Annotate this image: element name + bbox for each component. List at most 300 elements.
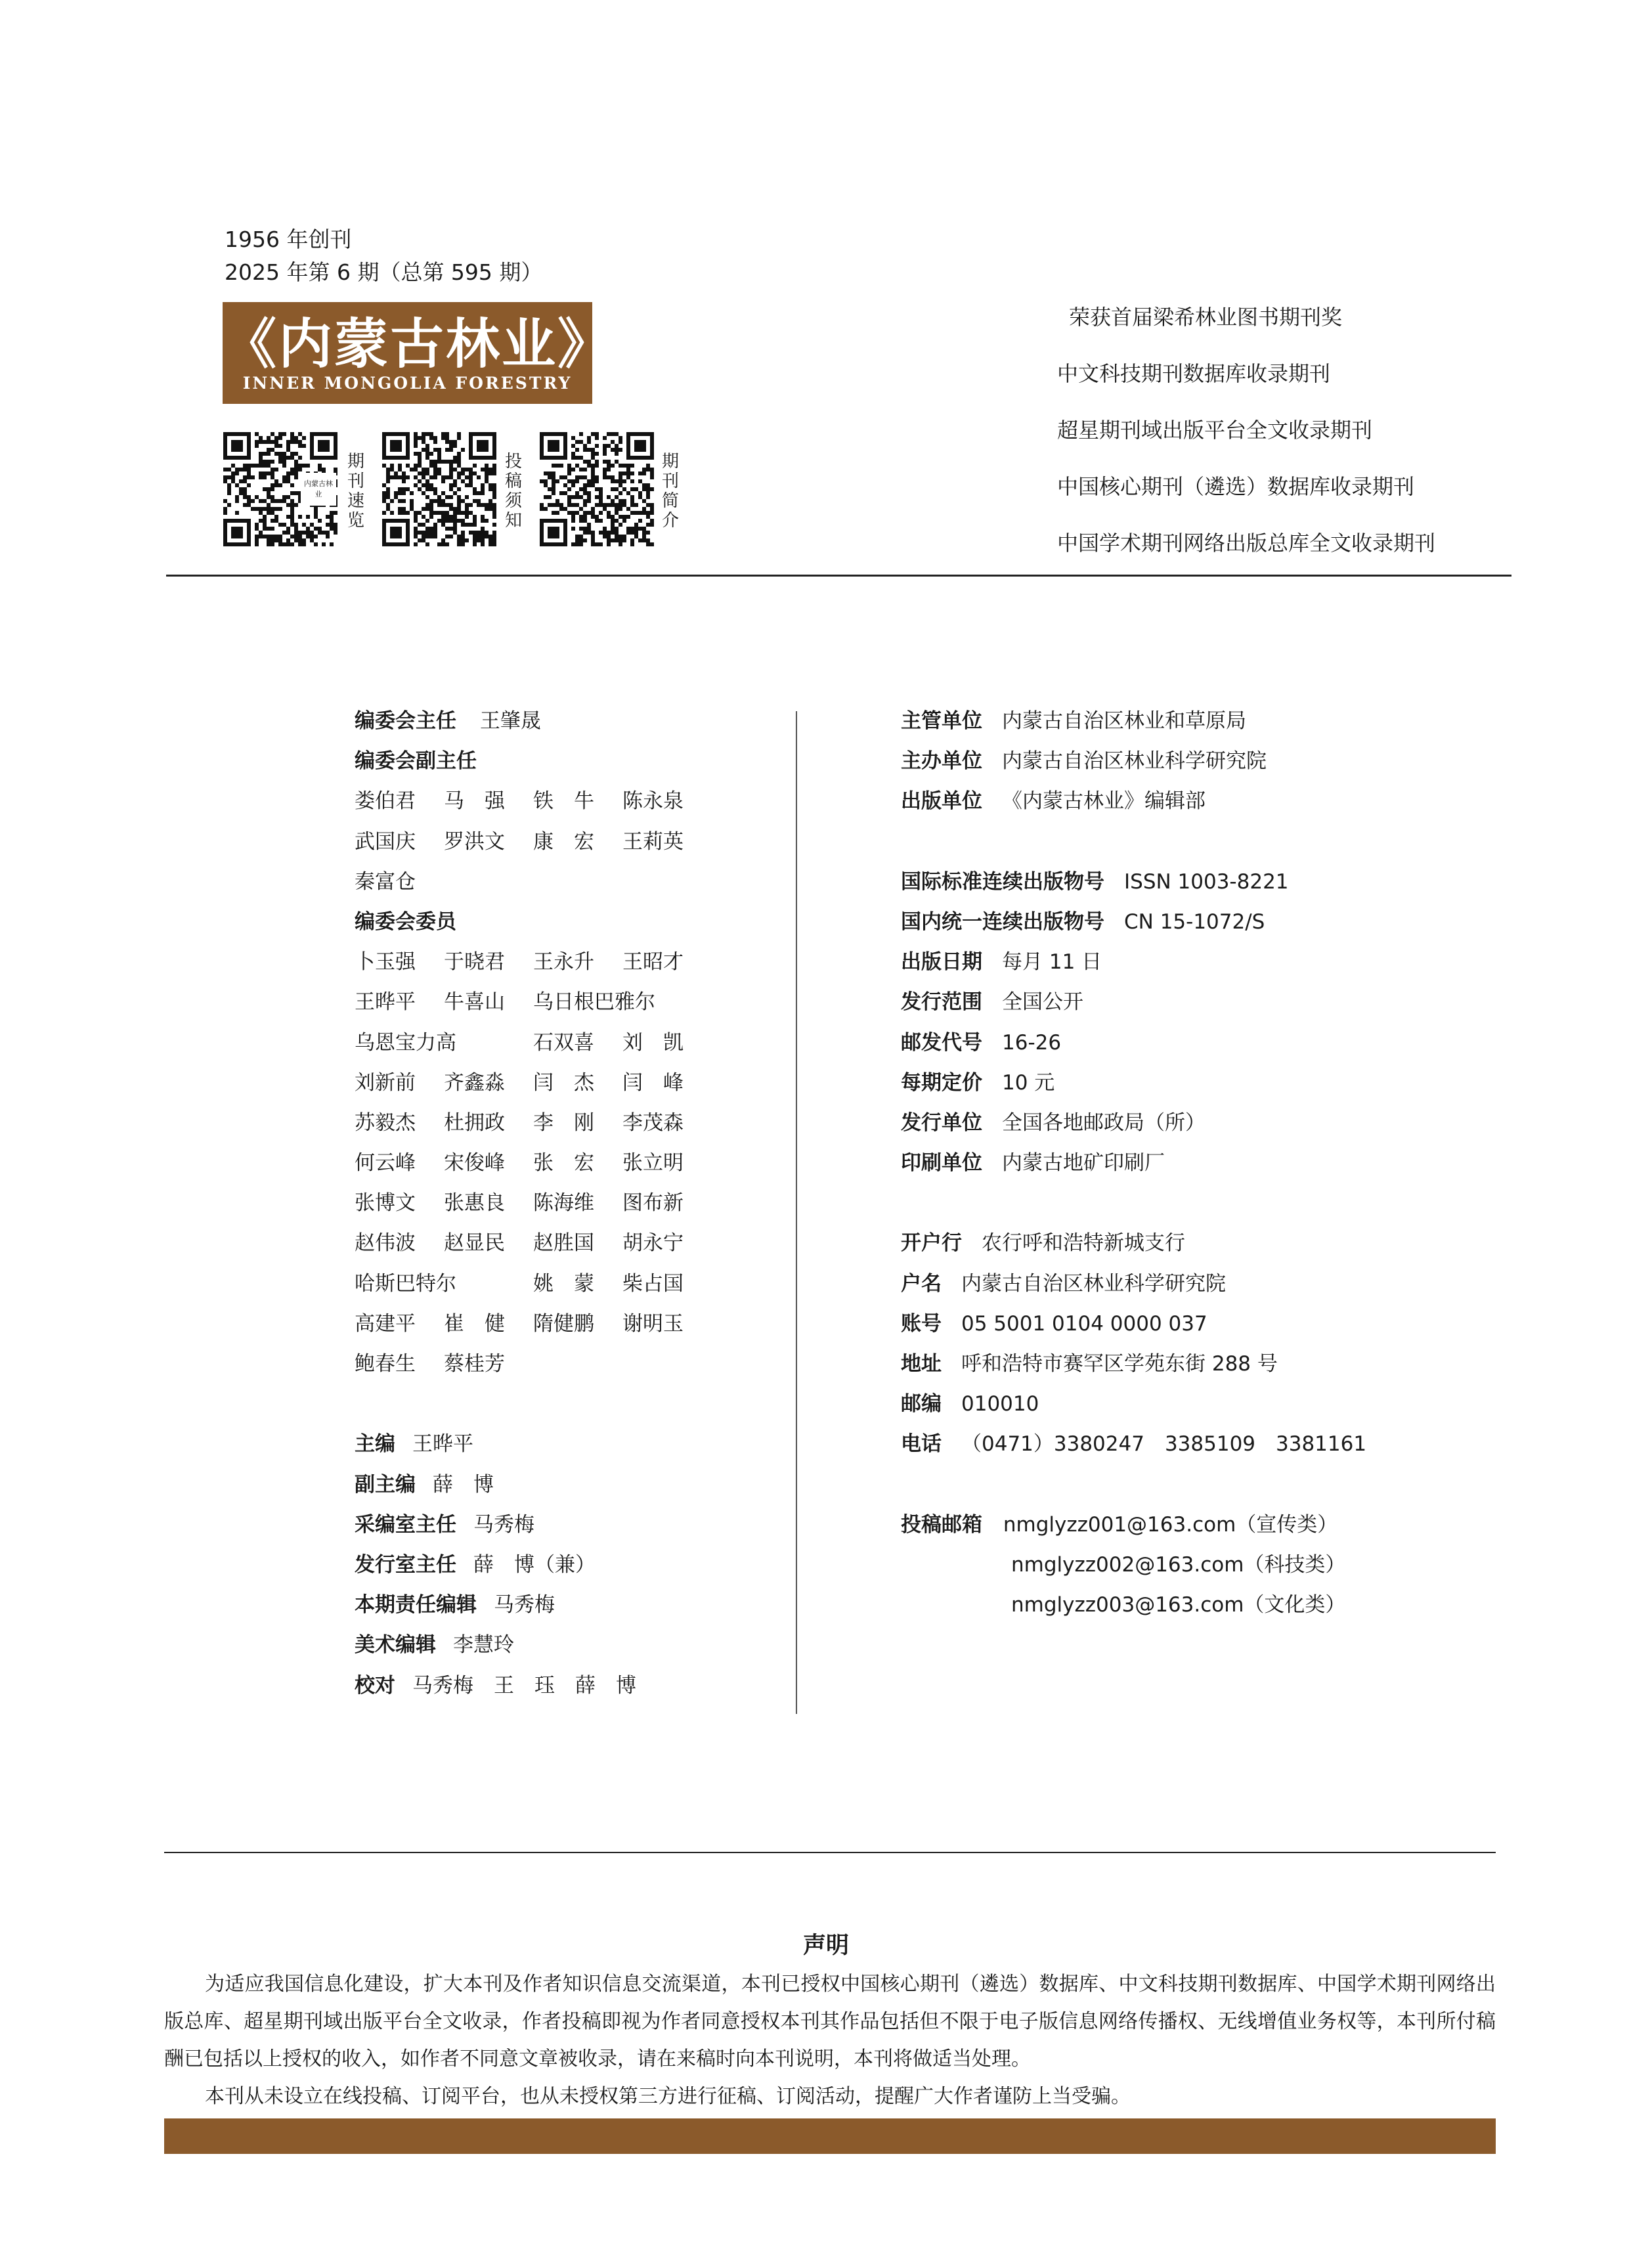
- qr-module: [642, 531, 646, 535]
- qr-module: [548, 440, 559, 452]
- qr-module: [579, 519, 583, 523]
- qr-module: [642, 468, 646, 471]
- qr-module: [243, 475, 247, 479]
- qr-module: [223, 511, 227, 515]
- qr-module: [314, 515, 318, 519]
- qr-module: [591, 535, 595, 538]
- qr-module: [251, 507, 255, 511]
- qr-module: [615, 444, 619, 448]
- qr-module: [489, 468, 492, 471]
- qr-module: [646, 531, 650, 535]
- qr-module: [599, 519, 603, 523]
- qr-module: [437, 511, 441, 515]
- qr-module: [457, 538, 461, 542]
- logo-subtitle: INNER MONGOLIA FORESTRY: [242, 373, 573, 393]
- qr-module: [286, 538, 290, 542]
- qr-module: [274, 479, 278, 483]
- qr-module: [282, 499, 286, 503]
- qr-module: [465, 515, 469, 519]
- qr-module: [255, 527, 259, 531]
- info-label: 主编: [355, 1432, 395, 1457]
- qr-code-icon[interactable]: [382, 432, 496, 546]
- qr-module: [441, 519, 445, 523]
- qr-module: [235, 499, 239, 503]
- qr-module: [489, 503, 492, 507]
- qr-module: [271, 535, 274, 538]
- qr-module: [382, 491, 386, 495]
- qr-module: [575, 464, 579, 468]
- qr-module: [646, 491, 650, 495]
- qr-module: [642, 471, 646, 475]
- info-row: [901, 942, 1492, 982]
- qr-module: [591, 483, 595, 487]
- qr-module: [583, 499, 587, 503]
- qr-module: [583, 483, 587, 487]
- qr-module: [449, 519, 453, 523]
- qr-module: [595, 452, 599, 456]
- qr-module: [646, 495, 650, 499]
- qr-module: [429, 436, 433, 440]
- qr-module: [492, 538, 496, 542]
- qr-module: [615, 487, 619, 491]
- board-member: 哈斯巴特尔: [355, 1271, 456, 1296]
- info-row: [901, 1264, 1492, 1304]
- qr-module: [595, 444, 599, 448]
- submission-row: [901, 1585, 1492, 1625]
- qr-module: [469, 471, 473, 475]
- qr-module: [485, 531, 489, 535]
- qr-module: [271, 432, 274, 436]
- qr-module: [544, 471, 548, 475]
- qr-module: [429, 507, 433, 511]
- qr-module: [243, 468, 247, 471]
- qr-module: [425, 503, 429, 507]
- info-label: 邮发代号: [901, 1030, 982, 1055]
- info-row: [355, 1666, 788, 1706]
- qr-module: [607, 460, 611, 464]
- qr-module: [390, 464, 394, 468]
- qr-module: [429, 511, 433, 515]
- qr-module: [481, 468, 485, 471]
- qr-module: [492, 471, 496, 475]
- qr-module: [603, 448, 607, 452]
- qr-module: [579, 527, 583, 531]
- qr-module: [630, 464, 634, 468]
- qr-module: [418, 452, 422, 456]
- qr-module: [298, 456, 302, 460]
- qr-module: [282, 456, 286, 460]
- qr-module: [330, 527, 334, 531]
- qr-module: [263, 440, 267, 444]
- qr-module: [286, 444, 290, 448]
- qr-code-icon[interactable]: [540, 432, 654, 546]
- qr-module: [422, 432, 425, 436]
- board-member: 王昭才: [622, 950, 684, 975]
- qr-module: [290, 507, 294, 511]
- board-member: 蔡桂芳: [444, 1352, 505, 1376]
- qr-module: [263, 523, 267, 527]
- qr-module: [449, 483, 453, 487]
- qr-module: [461, 511, 465, 515]
- qr-module: [595, 460, 599, 464]
- vice-members-row: [355, 781, 788, 822]
- qr-module: [286, 515, 290, 519]
- qr-module: [583, 475, 587, 479]
- qr-module: [469, 483, 473, 487]
- info-value: 薛 博（兼）: [473, 1552, 596, 1577]
- qr-module: [267, 542, 271, 546]
- qr-module: [267, 471, 271, 475]
- qr-module: [622, 515, 626, 519]
- qr-module: [607, 538, 611, 542]
- qr-module: [571, 479, 575, 483]
- qr-module: [626, 507, 630, 511]
- qr-module: [587, 440, 591, 444]
- qr-module: [398, 491, 402, 495]
- qr-module: [453, 519, 457, 523]
- qr-module: [318, 440, 330, 452]
- qr-module: [223, 475, 227, 479]
- qr-module: [433, 471, 437, 475]
- qr-module: [286, 471, 290, 475]
- qr-module: [294, 471, 298, 475]
- submission-row: [901, 1545, 1492, 1585]
- qr-module: [449, 448, 453, 452]
- qr-module: [457, 507, 461, 511]
- qr-module: [630, 471, 634, 475]
- qr-module: [247, 468, 251, 471]
- board-member: 闫 杰: [533, 1070, 594, 1095]
- board-members-row: [355, 1023, 788, 1063]
- board-members-row: [355, 1103, 788, 1143]
- board-member: 鲍春生: [355, 1352, 416, 1376]
- qr-module: [429, 487, 433, 491]
- qr-module: [595, 542, 599, 546]
- qr-module: [302, 444, 306, 448]
- qr-module: [445, 448, 449, 452]
- qr-module: [552, 475, 555, 479]
- qr-module: [274, 452, 278, 456]
- qr-module: [457, 436, 461, 440]
- board-member: 姚 蒙: [533, 1271, 594, 1296]
- info-value: 每月 11 日: [1002, 950, 1102, 975]
- qr-module: [457, 519, 461, 523]
- qr-module: [571, 511, 575, 515]
- qr-module: [267, 495, 271, 499]
- qr-module: [422, 531, 425, 535]
- qr-module: [441, 432, 445, 436]
- qr-module: [492, 507, 496, 511]
- qr-module: [650, 487, 654, 491]
- qr-module: [469, 468, 473, 471]
- qr-module: [263, 475, 267, 479]
- qr-module: [642, 507, 646, 511]
- qr-module: [650, 523, 654, 527]
- qr-module: [302, 464, 306, 468]
- info-value: 王晔平: [412, 1432, 473, 1457]
- qr-module: [603, 452, 607, 456]
- qr-module: [642, 511, 646, 515]
- qr-module: [461, 448, 465, 452]
- qr-module: [433, 475, 437, 479]
- qr-module: [603, 535, 607, 538]
- info-label: 账号: [901, 1311, 942, 1336]
- qr-module: [607, 495, 611, 499]
- qr-module: [441, 523, 445, 527]
- qr-module: [390, 511, 394, 515]
- qr-module: [310, 523, 314, 527]
- info-row: [901, 902, 1492, 942]
- info-label: 主管单位: [901, 709, 982, 733]
- qr-module: [243, 491, 247, 495]
- qr-module: [302, 523, 306, 527]
- qr-module: [481, 487, 485, 491]
- qr-module: [425, 535, 429, 538]
- qr-module: [290, 468, 294, 471]
- qr-module: [540, 507, 544, 511]
- submission-email[interactable]: nmglyzz002@163.com（科技类）: [1011, 1552, 1346, 1577]
- qr-module: [302, 538, 306, 542]
- qr-module: [477, 531, 481, 535]
- qr-module: [449, 503, 453, 507]
- qr-module: [634, 511, 638, 515]
- qr-module: [255, 538, 259, 542]
- qr-module: [441, 511, 445, 515]
- qr-module: [274, 519, 278, 523]
- qr-module: [243, 487, 247, 491]
- qr-module: [603, 531, 607, 535]
- qr-module: [263, 507, 267, 511]
- qr-module: [271, 440, 274, 444]
- qr-module: [559, 503, 563, 507]
- qr-module: [441, 503, 445, 507]
- qr-module: [418, 511, 422, 515]
- qr-module: [607, 475, 611, 479]
- qr-module: [263, 535, 267, 538]
- qr-module: [386, 495, 390, 499]
- qr-module: [638, 495, 642, 499]
- qr-module: [477, 440, 489, 452]
- qr-module: [433, 448, 437, 452]
- qr-module: [559, 464, 563, 468]
- qr-module: [559, 491, 563, 495]
- vice-members-row: [355, 822, 788, 862]
- qr-module: [583, 503, 587, 507]
- qr-module: [274, 535, 278, 538]
- info-value: 马秀梅: [473, 1512, 534, 1537]
- qr-module: [414, 468, 418, 471]
- qr-module: [449, 464, 453, 468]
- qr-module: [286, 527, 290, 531]
- qr-module: [563, 475, 567, 479]
- qr-module: [441, 460, 445, 464]
- qr-module: [611, 503, 615, 507]
- board-member: 李茂森: [622, 1110, 684, 1135]
- qr-module: [441, 499, 445, 503]
- qr-module: [473, 499, 477, 503]
- qr-module: [449, 487, 453, 491]
- qr-module: [274, 515, 278, 519]
- qr-module: [386, 471, 390, 475]
- qr-module: [650, 542, 654, 546]
- qr-module: [607, 515, 611, 519]
- qr-module: [567, 464, 571, 468]
- qr-label-char: 介: [661, 511, 679, 531]
- board-member: 闫 峰: [622, 1070, 684, 1095]
- qr-module: [485, 507, 489, 511]
- qr-module: [552, 483, 555, 487]
- qr-module: [425, 452, 429, 456]
- board-members-label-row: [355, 902, 788, 942]
- info-value: 内蒙古地矿印刷厂: [1002, 1151, 1165, 1175]
- qr-module: [263, 452, 267, 456]
- qr-module: [473, 542, 477, 546]
- qr-module: [247, 471, 251, 475]
- info-label: 国内统一连续出版物号: [901, 909, 1104, 934]
- qr-module: [477, 503, 481, 507]
- qr-module: [302, 531, 306, 535]
- qr-module: [445, 436, 449, 440]
- submission-email[interactable]: nmglyzz001@163.com（宣传类）: [1003, 1512, 1338, 1537]
- qr-module: [477, 535, 481, 538]
- qr-module: [278, 456, 282, 460]
- qr-module: [255, 432, 259, 436]
- qr-module: [255, 495, 259, 499]
- qr-module: [235, 495, 239, 499]
- qr-module: [243, 464, 247, 468]
- qr-module: [473, 523, 477, 527]
- qr-module: [481, 519, 485, 523]
- qr-module: [394, 475, 398, 479]
- qr-module: [271, 487, 274, 491]
- qr-module: [418, 538, 422, 542]
- qr-module: [457, 456, 461, 460]
- qr-module: [290, 499, 294, 503]
- qr-module: [453, 456, 457, 460]
- statement-title: 声明: [802, 1933, 849, 1959]
- qr-module: [485, 468, 489, 471]
- qr-module: [492, 535, 496, 538]
- qr-module: [615, 511, 619, 515]
- board-members-row: [355, 1304, 788, 1344]
- qr-module: [607, 468, 611, 471]
- qr-module: [642, 535, 646, 538]
- qr-module: [274, 436, 278, 440]
- qr-module: [402, 491, 406, 495]
- qr-module: [575, 475, 579, 479]
- qr-module: [646, 468, 650, 471]
- qr-module: [481, 538, 485, 542]
- qr-module: [429, 503, 433, 507]
- qr-module: [465, 468, 469, 471]
- qr-module: [282, 464, 286, 468]
- info-label: 出版日期: [901, 950, 982, 975]
- qr-module: [449, 527, 453, 531]
- qr-module: [619, 464, 622, 468]
- section-gap: [901, 1465, 1492, 1505]
- qr-label-char: 稿: [504, 471, 522, 491]
- qr-module: [457, 511, 461, 515]
- qr-module: [330, 523, 334, 527]
- qr-module: [595, 436, 599, 440]
- qr-module: [422, 448, 425, 452]
- qr-module: [615, 495, 619, 499]
- info-value: 全国各地邮政局（所）: [1002, 1110, 1206, 1135]
- qr-module: [278, 542, 282, 546]
- qr-module: [231, 475, 235, 479]
- qr-module: [437, 503, 441, 507]
- qr-module: [559, 475, 563, 479]
- qr-module: [552, 464, 555, 468]
- qr-module: [465, 495, 469, 499]
- qr-module: [579, 538, 583, 542]
- board-vice-label-row: [355, 741, 788, 781]
- qr-module: [489, 483, 492, 487]
- qr-module: [583, 515, 587, 519]
- submission-email[interactable]: nmglyzz003@163.com（文化类）: [1011, 1593, 1346, 1617]
- qr-module: [615, 432, 619, 436]
- qr-module: [294, 503, 298, 507]
- qr-label-char: 简: [661, 491, 679, 511]
- qr-module: [599, 487, 603, 491]
- qr-module: [552, 471, 555, 475]
- qr-module: [418, 460, 422, 464]
- qr-module: [583, 487, 587, 491]
- qr-module: [615, 448, 619, 452]
- qr-module: [634, 440, 646, 452]
- qr-module: [575, 538, 579, 542]
- qr-module: [282, 452, 286, 456]
- qr-module: [267, 436, 271, 440]
- qr-module: [626, 531, 630, 535]
- qr-module: [457, 471, 461, 475]
- qr-module: [227, 483, 231, 487]
- qr-label-text: [346, 452, 366, 531]
- qr-module: [274, 440, 278, 444]
- board-member: 刘 凯: [622, 1030, 684, 1055]
- qr-module: [642, 527, 646, 531]
- qr-module: [239, 487, 243, 491]
- qr-module: [294, 468, 298, 471]
- qr-module: [607, 444, 611, 448]
- qr-module: [603, 444, 607, 448]
- qr-module: [603, 527, 607, 531]
- qr-module: [290, 471, 294, 475]
- qr-module: [298, 542, 302, 546]
- qr-module: [231, 464, 235, 468]
- honor-item: 中国学术期刊网络出版总库全文收录期刊: [1057, 531, 1436, 556]
- qr-module: [390, 468, 394, 471]
- qr-module: [571, 444, 575, 448]
- qr-module: [611, 464, 615, 468]
- qr-module: [286, 542, 290, 546]
- publication-units: [901, 701, 1492, 822]
- qr-module: [583, 527, 587, 531]
- qr-module: [492, 542, 496, 546]
- qr-center-text: 内蒙古林业: [304, 479, 333, 498]
- qr-module: [587, 527, 591, 531]
- qr-module: [611, 475, 615, 479]
- qr-module: [271, 448, 274, 452]
- qr-module: [485, 479, 489, 483]
- qr-module: [489, 507, 492, 511]
- qr-module: [587, 483, 591, 487]
- qr-module: [587, 499, 591, 503]
- qr-module: [619, 515, 622, 519]
- qr-module: [473, 471, 477, 475]
- info-value: ISSN 1003-8221: [1124, 869, 1289, 894]
- qr-module: [410, 503, 414, 507]
